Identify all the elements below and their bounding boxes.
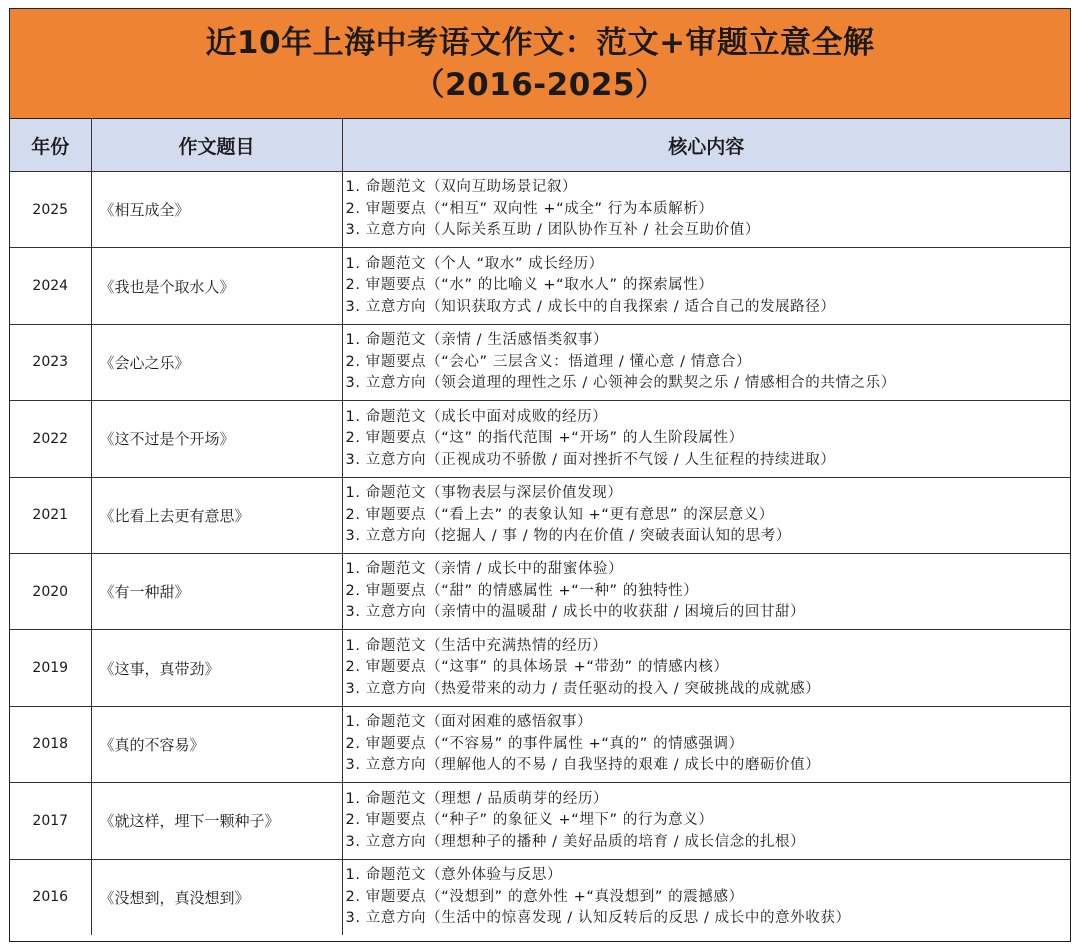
core-point: 2. 审题要点（“不容易” 的事件属性 +“真的” 的情感强调） — [345, 735, 744, 752]
cell-year: 2020 — [10, 553, 91, 629]
core-point: 2. 审题要点（“甜” 的情感属性 +“一种” 的独特性） — [345, 582, 699, 599]
cell-core-content — [342, 477, 1070, 553]
core-point: 1. 命题范文（亲情 / 成长中的甜蜜体验） — [345, 561, 624, 578]
core-point: 3. 立意方向（人际关系互助 / 团队协作互补 / 社会互助价值） — [345, 222, 760, 239]
core-point: 1. 命题范文（亲情 / 生活感悟类叙事） — [345, 332, 609, 349]
cell-year: 2025 — [10, 172, 91, 248]
table-row — [10, 248, 1070, 324]
essay-table — [10, 119, 1070, 935]
core-point: 2. 审题要点（“看上去” 的表象认知 +“更有意思” 的深层意义） — [345, 506, 774, 523]
core-point: 1. 命题范文（意外体验与反思） — [345, 867, 563, 884]
cell-core-content — [342, 172, 1070, 248]
cell-essay-topic: 《相互成全》 — [91, 172, 342, 248]
core-point: 3. 立意方向（生活中的惊喜发现 / 认知反转后的反思 / 成长中的意外收获） — [345, 910, 851, 927]
core-point: 3. 立意方向（理解他人的不易 / 自我坚持的艰难 / 成长中的磨砺价值） — [345, 757, 821, 774]
core-point: 3. 立意方向（挖掘人 / 事 / 物的内在价值 / 突破表面认知的思考） — [345, 528, 791, 544]
cell-core-content — [342, 783, 1070, 859]
cell-year: 2024 — [10, 248, 91, 324]
table-row — [10, 172, 1070, 248]
cell-core-content — [342, 248, 1070, 324]
core-point: 3. 立意方向（热爱带来的动力 / 责任驱动的投入 / 突破挑战的成就感） — [345, 680, 821, 697]
core-point: 1. 命题范文（个人 “取水” 成长经历） — [345, 255, 604, 272]
table-row — [10, 630, 1070, 706]
cell-essay-topic: 《没想到，真没想到》 — [91, 859, 342, 935]
cell-core-content — [342, 630, 1070, 706]
core-point: 2. 审题要点（“会心” 三层含义：悟道理 / 懂心意 / 情意合） — [345, 353, 752, 370]
essay-summary-sheet — [9, 8, 1071, 942]
column-header-topic: 作文题目 — [91, 119, 342, 172]
title-banner — [10, 9, 1070, 119]
page-title: 近10年上海中考语文作文：范文+审题立意全解 — [205, 24, 875, 61]
core-point: 1. 命题范文（理想 / 品质萌芽的经历） — [345, 790, 609, 807]
cell-year: 2023 — [10, 324, 91, 400]
core-point: 1. 命题范文（生活中充满热情的经历） — [345, 637, 608, 654]
column-header-year: 年份 — [10, 119, 91, 172]
table-row — [10, 706, 1070, 782]
column-header-core: 核心内容 — [342, 119, 1070, 172]
cell-core-content — [342, 553, 1070, 629]
core-point: 2. 审题要点（“这” 的指代范围 +“开场” 的人生阶段属性） — [345, 430, 744, 447]
table-row — [10, 401, 1070, 477]
core-point: 1. 命题范文（双向互助场景记叙） — [345, 179, 578, 196]
cell-core-content — [342, 706, 1070, 782]
cell-year: 2019 — [10, 630, 91, 706]
core-point: 2. 审题要点（“相互” 双向性 +“成全” 行为本质解析） — [345, 200, 714, 217]
core-point: 3. 立意方向（领会道理的理性之乐 / 心领神会的默契之乐 / 情感相合的共情之乐） — [345, 375, 896, 392]
core-point: 2. 审题要点（“水” 的比喻义 +“取水人” 的探索属性） — [345, 277, 714, 294]
table-header-row — [10, 119, 1070, 172]
cell-essay-topic: 《我也是个取水人》 — [91, 248, 342, 324]
page-subtitle-years: （2016-2025） — [413, 66, 667, 103]
table-row — [10, 477, 1070, 553]
core-point: 3. 立意方向（亲情中的温暖甜 / 成长中的收获甜 / 困境后的回甘甜） — [345, 604, 806, 621]
core-point: 1. 命题范文（面对困难的感悟叙事） — [345, 714, 593, 731]
cell-year: 2016 — [10, 859, 91, 935]
cell-essay-topic: 《这事，真带劲》 — [91, 630, 342, 706]
cell-core-content — [342, 859, 1070, 935]
core-point: 2. 审题要点（“种子” 的象征义 +“埋下” 的行为意义） — [345, 812, 714, 829]
cell-core-content — [342, 324, 1070, 400]
cell-year: 2022 — [10, 401, 91, 477]
cell-essay-topic: 《就这样，埋下一颗种子》 — [91, 783, 342, 859]
cell-essay-topic: 《比看上去更有意思》 — [91, 477, 342, 553]
core-point: 1. 命题范文（成长中面对成败的经历） — [345, 408, 608, 425]
core-point: 2. 审题要点（“这事” 的具体场景 +“带劲” 的情感内核） — [345, 659, 729, 676]
core-point: 2. 审题要点（“没想到” 的意外性 +“真没想到” 的震撼感） — [345, 888, 744, 905]
cell-essay-topic: 《这不过是个开场》 — [91, 401, 342, 477]
cell-year: 2017 — [10, 783, 91, 859]
core-point: 1. 命题范文（事物表层与深层价值发现） — [345, 485, 623, 501]
core-point: 3. 立意方向（理想种子的播种 / 美好品质的培育 / 成长信念的扎根） — [345, 833, 806, 850]
core-point: 3. 立意方向（知识获取方式 / 成长中的自我探索 / 适合自己的发展路径） — [345, 298, 836, 315]
cell-essay-topic: 《有一种甜》 — [91, 553, 342, 629]
table-row — [10, 783, 1070, 859]
cell-core-content — [342, 401, 1070, 477]
cell-essay-topic: 《会心之乐》 — [91, 324, 342, 400]
table-row — [10, 324, 1070, 400]
cell-essay-topic: 《真的不容易》 — [91, 706, 342, 782]
core-point: 3. 立意方向（正视成功不骄傲 / 面对挫折不气馁 / 人生征程的持续进取） — [345, 451, 836, 468]
cell-year: 2021 — [10, 477, 91, 553]
table-row — [10, 859, 1070, 935]
cell-year: 2018 — [10, 706, 91, 782]
table-row — [10, 553, 1070, 629]
